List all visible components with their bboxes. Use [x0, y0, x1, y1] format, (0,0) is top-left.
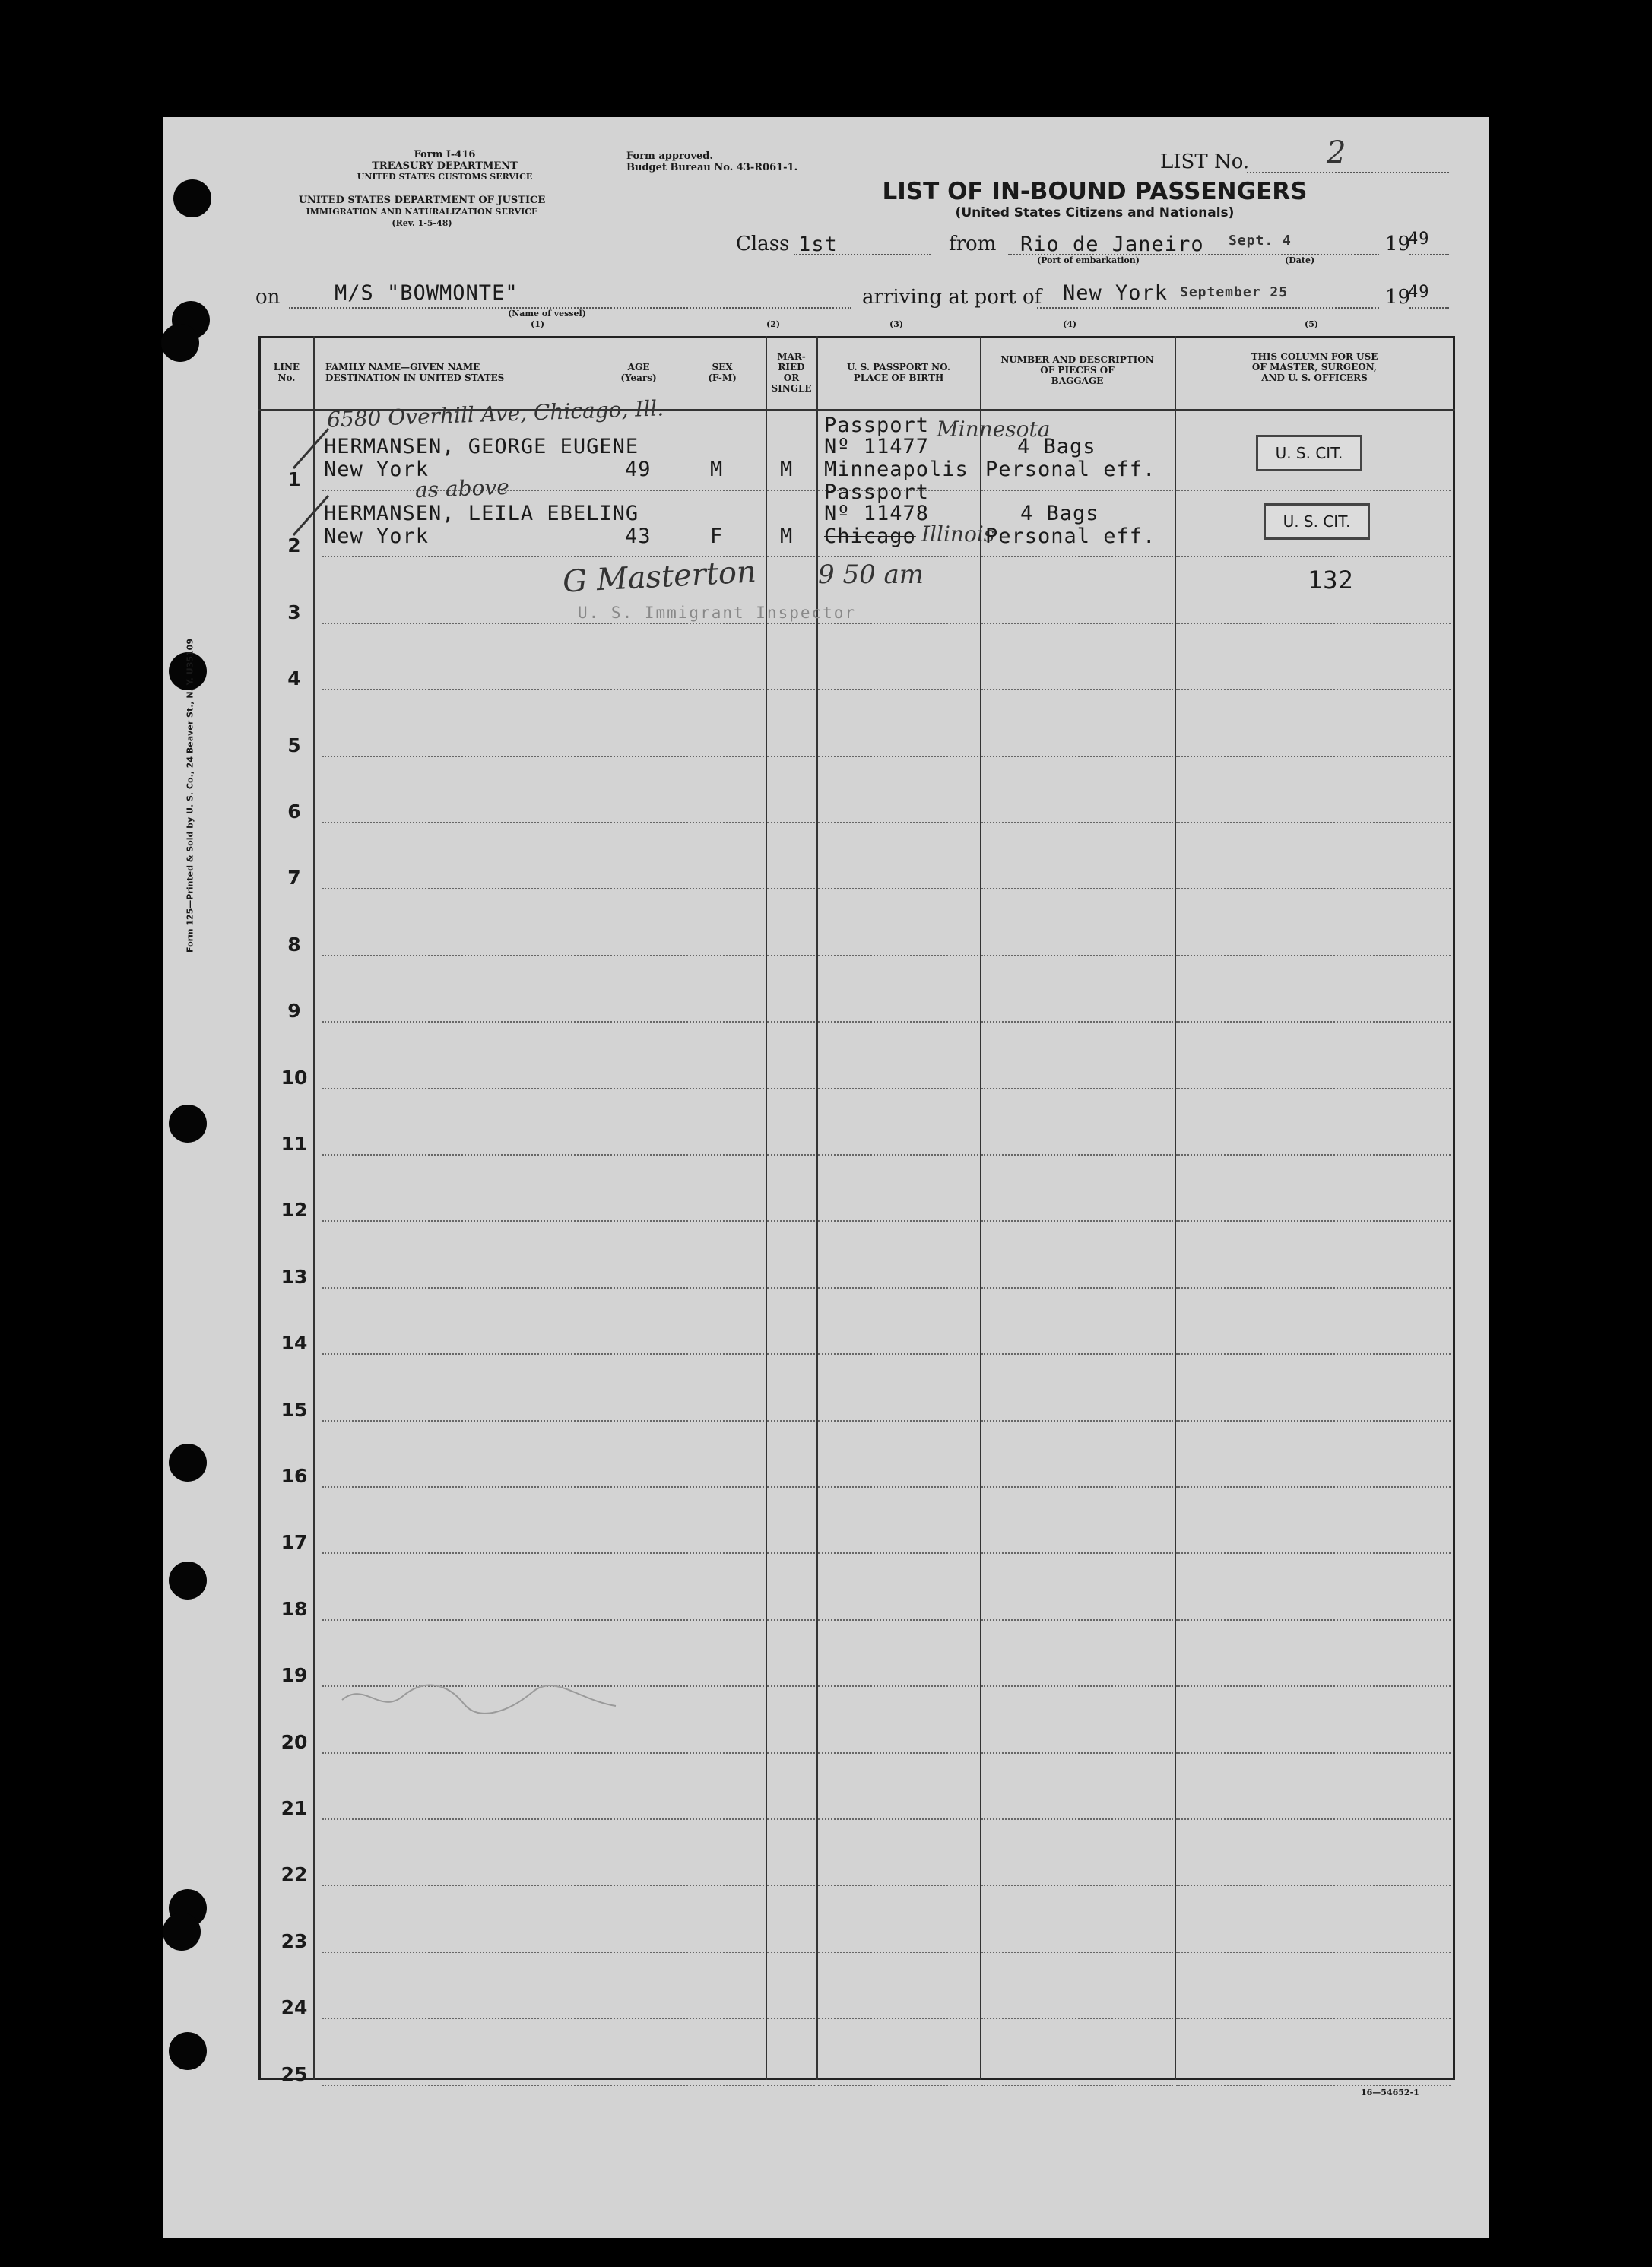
row-rule [981, 1088, 1173, 1089]
line-number: 10 [281, 1066, 308, 1089]
line-number: 19 [281, 1664, 308, 1687]
list-number-line [1247, 172, 1449, 173]
header-officers-text: THIS COLUMN FOR USE OF MASTER, SURGEON, AND U. S. OFFICERS [1251, 351, 1378, 383]
row-rule [1176, 1952, 1451, 1953]
line-number: 24 [281, 1996, 308, 2019]
immigration-service: IMMIGRATION AND NATURALIZATION SERVICE [306, 207, 538, 217]
row-rule [322, 1552, 764, 1554]
passenger-destination: New York [324, 458, 430, 481]
row-rule [767, 1088, 815, 1089]
row-rule [818, 822, 978, 823]
row-rule [1176, 756, 1451, 757]
officer-number: 132 [1308, 566, 1354, 594]
customs-service: UNITED STATES CUSTOMS SERVICE [357, 172, 533, 182]
inspection-time: 9 50 am [818, 560, 924, 590]
row-rule [1176, 2018, 1451, 2019]
row-rule [1176, 1885, 1451, 1886]
year-line-1 [1409, 254, 1449, 255]
footer-code: 16—54652-1 [1361, 2088, 1419, 2097]
row-rule [818, 1154, 978, 1156]
passenger-name: HERMANSEN, LEILA EBELING [324, 502, 639, 525]
row-rule [767, 1486, 815, 1488]
line-number: 23 [281, 1929, 308, 1952]
line-number: 4 [287, 667, 301, 690]
header-baggage-text: NUMBER AND DESCRIPTION OF PIECES OF BAGGAGE [1000, 354, 1154, 386]
row-rule [981, 623, 1173, 624]
inspector-stamp: U. S. Immigrant Inspector [578, 604, 857, 622]
row-rule [767, 1021, 815, 1023]
list-number-label: LIST No. [1160, 151, 1250, 173]
row-rule [767, 1154, 815, 1156]
header-age-text: AGE (Years) [620, 362, 657, 383]
row-rule [981, 556, 1173, 557]
budget-bureau-number: Budget Bureau No. 43-R061-1. [626, 162, 798, 173]
year-value-2: 49 [1408, 283, 1430, 302]
column-caption-5: (5) [1305, 319, 1319, 329]
row-rule [322, 1952, 764, 1953]
passenger-age: 49 [625, 458, 652, 481]
binder-hole [161, 324, 199, 362]
row-rule [818, 1486, 978, 1488]
row-rule [322, 490, 764, 491]
row-rule [818, 556, 978, 557]
row-rule [1176, 955, 1451, 956]
row-rule [1176, 1486, 1451, 1488]
vessel-name: M/S "BOWMONTE" [335, 281, 518, 305]
row-rule [981, 2018, 1173, 2019]
line-number: 18 [281, 1597, 308, 1620]
row-rule [767, 955, 815, 956]
row-rule [981, 1952, 1173, 1953]
row-rule [818, 623, 978, 624]
row-rule [818, 1552, 978, 1554]
line-number: 8 [287, 933, 301, 956]
column-caption-3: (3) [889, 319, 904, 329]
on-label: on [255, 286, 281, 309]
binder-hole [173, 179, 211, 217]
row-rule [322, 1088, 764, 1089]
passenger-sex: M [710, 458, 724, 481]
baggage-count: 4 Bags [1017, 435, 1096, 458]
row-rule [767, 1220, 815, 1222]
row-rule [818, 1353, 978, 1355]
column-caption-2: (2) [766, 319, 781, 329]
row-rule [981, 2085, 1173, 2086]
row-rule [322, 756, 764, 757]
line-number: 14 [281, 1332, 308, 1355]
row-rule [767, 556, 815, 557]
row-rule [818, 1088, 978, 1089]
header-passport-text: U. S. PASSPORT NO. PLACE OF BIRTH [846, 362, 951, 383]
row-rule [818, 888, 978, 889]
row-rule [981, 689, 1173, 690]
line-number: 11 [281, 1133, 308, 1155]
passenger-address: as above [414, 474, 510, 503]
row-rule [322, 1752, 764, 1754]
row-rule [981, 955, 1173, 956]
row-rule [1176, 1021, 1451, 1023]
row-rule [981, 1154, 1173, 1156]
row-rule [322, 1353, 764, 1355]
row-rule [1176, 1088, 1451, 1089]
arrival-date: September 25 [1180, 284, 1289, 300]
row-rule [818, 1818, 978, 1820]
header-sex-text: SEX (F-M) [708, 362, 737, 383]
line-number: 12 [281, 1199, 308, 1222]
page-title: LIST OF IN-BOUND PASSENGERS [882, 178, 1308, 205]
row-rule [322, 2018, 764, 2019]
row-rule [981, 490, 1173, 491]
row-rule [322, 623, 764, 624]
vessel-caption: (Name of vessel) [508, 309, 586, 319]
binder-hole [169, 1562, 207, 1600]
line-number: 25 [281, 2062, 308, 2085]
header-sex [692, 362, 753, 383]
row-rule [818, 689, 978, 690]
year-line-2 [1409, 307, 1449, 309]
row-rule [818, 756, 978, 757]
passenger-married: M [780, 458, 794, 481]
form-approved: Form approved. [626, 151, 713, 162]
row-rule [1176, 1685, 1451, 1687]
header-passport [818, 362, 979, 383]
header-line-no [260, 362, 313, 383]
year-prefix-1: 19 [1385, 233, 1411, 255]
arriving-label: arriving at port of [862, 286, 1042, 309]
row-rule [981, 1619, 1173, 1621]
row-rule [322, 888, 764, 889]
form-number: Form I-416 [414, 149, 476, 160]
check-mark-icon [289, 493, 335, 538]
row-rule [981, 1220, 1173, 1222]
passport-label: Passport [824, 480, 930, 504]
birthplace: Chicago [824, 525, 916, 548]
row-rule [818, 1885, 978, 1886]
date-caption: (Date) [1285, 255, 1315, 265]
binder-hole [169, 1105, 207, 1143]
row-rule [818, 955, 978, 956]
row-rule [767, 756, 815, 757]
printer-side-text: Form 125—Printed & Sold by U. S. Co., 24 Beaver St., N. Y. U35109 [185, 639, 195, 953]
line-number: 22 [281, 1863, 308, 1886]
line-number: 5 [287, 734, 301, 756]
row-rule [322, 2085, 764, 2086]
line-number: 20 [281, 1730, 308, 1753]
row-rule [767, 1287, 815, 1289]
row-rule [1176, 689, 1451, 690]
passenger-age: 43 [625, 525, 652, 548]
row-rule [1176, 1220, 1451, 1222]
class-label: Class [736, 233, 790, 255]
line-number: 13 [281, 1265, 308, 1288]
row-rule [981, 1287, 1173, 1289]
row-rule [767, 1952, 815, 1953]
row-rule [1176, 1619, 1451, 1621]
row-rule [818, 1220, 978, 1222]
row-rule [818, 2018, 978, 2019]
row-rule [1176, 822, 1451, 823]
birthplace: Minneapolis [824, 458, 969, 481]
baggage-description: Personal eff. [985, 458, 1156, 481]
row-rule [767, 1420, 815, 1422]
row-rule [818, 1752, 978, 1754]
row-rule [981, 1752, 1173, 1754]
row-rule [322, 1619, 764, 1621]
year-prefix-2: 19 [1385, 286, 1411, 309]
column-caption-1: (1) [531, 319, 545, 329]
us-citizen-stamp: U. S. CIT. [1264, 503, 1370, 540]
row-rule [322, 822, 764, 823]
row-rule [818, 1685, 978, 1687]
row-rule [767, 490, 815, 491]
row-rule [767, 1685, 815, 1687]
baggage-description: Personal eff. [985, 525, 1156, 548]
row-rule [981, 1420, 1173, 1422]
row-rule [981, 756, 1173, 757]
row-rule [322, 1885, 764, 1886]
from-label: from [949, 233, 997, 255]
line-number: 6 [287, 801, 301, 823]
passenger-sex: F [710, 525, 724, 548]
row-rule [1176, 1552, 1451, 1554]
row-rule [1176, 623, 1451, 624]
passenger-name: HERMANSEN, GEORGE EUGENE [324, 435, 639, 458]
row-rule [322, 1420, 764, 1422]
row-rule [818, 2085, 978, 2086]
header-baggage [981, 354, 1173, 386]
line-number: 3 [287, 601, 301, 623]
row-rule [322, 955, 764, 956]
passport-label: Passport [824, 414, 930, 437]
row-rule [322, 1287, 764, 1289]
row-rule [322, 1021, 764, 1023]
row-rule [322, 1220, 764, 1222]
inspector-signature: G Masterton [561, 554, 757, 600]
binder-hole [169, 2032, 207, 2070]
line-number: 15 [281, 1398, 308, 1421]
row-rule [1176, 1420, 1451, 1422]
passenger-address: 6580 Overhill Ave, Chicago, Ill. [326, 395, 664, 433]
row-rule [322, 1486, 764, 1488]
line-number: 2 [287, 534, 301, 557]
header-officers [1176, 351, 1453, 383]
year-value-1: 49 [1408, 230, 1430, 249]
row-rule [1176, 2085, 1451, 2086]
row-rule [322, 1154, 764, 1156]
row-rule [1176, 490, 1451, 491]
row-rule [1176, 888, 1451, 889]
line-number: 16 [281, 1465, 308, 1487]
row-rule [767, 1885, 815, 1886]
row-rule [767, 2018, 815, 2019]
row-rule [981, 822, 1173, 823]
baggage-count: 4 Bags [1020, 502, 1099, 525]
row-rule [767, 1552, 815, 1554]
class-value: 1st [798, 233, 838, 256]
row-rule [818, 1619, 978, 1621]
us-citizen-stamp: U. S. CIT. [1256, 435, 1362, 471]
form-revision: (Rev. 1-5-48) [392, 218, 452, 228]
row-rule [1176, 1818, 1451, 1820]
line-number: 7 [287, 867, 301, 889]
header-married [767, 351, 816, 394]
passport-number: Nº 11477 [824, 435, 930, 458]
birth-state-note: Minnesota [937, 417, 1051, 442]
row-rule [981, 1685, 1173, 1687]
row-rule [1176, 1752, 1451, 1754]
arrival-field-line [1037, 307, 1379, 309]
page-subtitle: (United States Citizens and Nationals) [955, 205, 1235, 220]
row-rule [1176, 556, 1451, 557]
embarkation-port: Rio de Janeiro [1020, 233, 1204, 256]
row-rule [981, 1818, 1173, 1820]
arrival-port: New York [1063, 281, 1168, 305]
row-rule [981, 1885, 1173, 1886]
header-line-no-text: LINE No. [273, 362, 300, 383]
binder-hole [163, 1913, 201, 1951]
row-rule [322, 1818, 764, 1820]
row-rule [767, 888, 815, 889]
row-rule [981, 1353, 1173, 1355]
row-rule [981, 1021, 1173, 1023]
row-rule [767, 1752, 815, 1754]
line-number: 1 [287, 468, 301, 490]
birth-state-note: Illinois [921, 522, 995, 547]
row-rule [767, 1818, 815, 1820]
port-caption: (Port of embarkation) [1037, 255, 1140, 265]
list-number-value: 2 [1327, 135, 1346, 170]
treasury-department: TREASURY DEPARTMENT [372, 160, 518, 172]
row-rule [981, 1486, 1173, 1488]
line-number: 21 [281, 1797, 308, 1819]
header-name-text: FAMILY NAME—GIVEN NAME DESTINATION IN UNITED STATES [325, 362, 505, 383]
passenger-married: M [780, 525, 794, 548]
passenger-destination: New York [324, 525, 430, 548]
department-of-justice: UNITED STATES DEPARTMENT OF JUSTICE [298, 195, 546, 206]
row-rule [818, 1420, 978, 1422]
row-rule [1176, 1353, 1451, 1355]
row-rule [981, 888, 1173, 889]
row-rule [818, 1287, 978, 1289]
row-rule [767, 1353, 815, 1355]
row-rule [818, 1021, 978, 1023]
row-rule [767, 623, 815, 624]
passport-number: Nº 11478 [824, 502, 930, 525]
line-number: 9 [287, 1000, 301, 1023]
row-rule [818, 1952, 978, 1953]
check-mark-icon [289, 426, 335, 471]
header-name [325, 362, 538, 383]
line-number: 17 [281, 1531, 308, 1554]
faint-signature [335, 1677, 623, 1723]
embarkation-date: Sept. 4 [1229, 233, 1292, 249]
row-rule [981, 1552, 1173, 1554]
column-caption-4: (4) [1063, 319, 1077, 329]
binder-hole [169, 1444, 207, 1482]
row-rule [767, 1619, 815, 1621]
row-rule [767, 822, 815, 823]
row-rule [767, 2085, 815, 2086]
row-rule [767, 689, 815, 690]
header-married-text: MAR- RIED OR SINGLE [771, 351, 812, 394]
row-rule [322, 689, 764, 690]
row-rule [1176, 1287, 1451, 1289]
header-age [608, 362, 669, 383]
row-rule [1176, 1154, 1451, 1156]
